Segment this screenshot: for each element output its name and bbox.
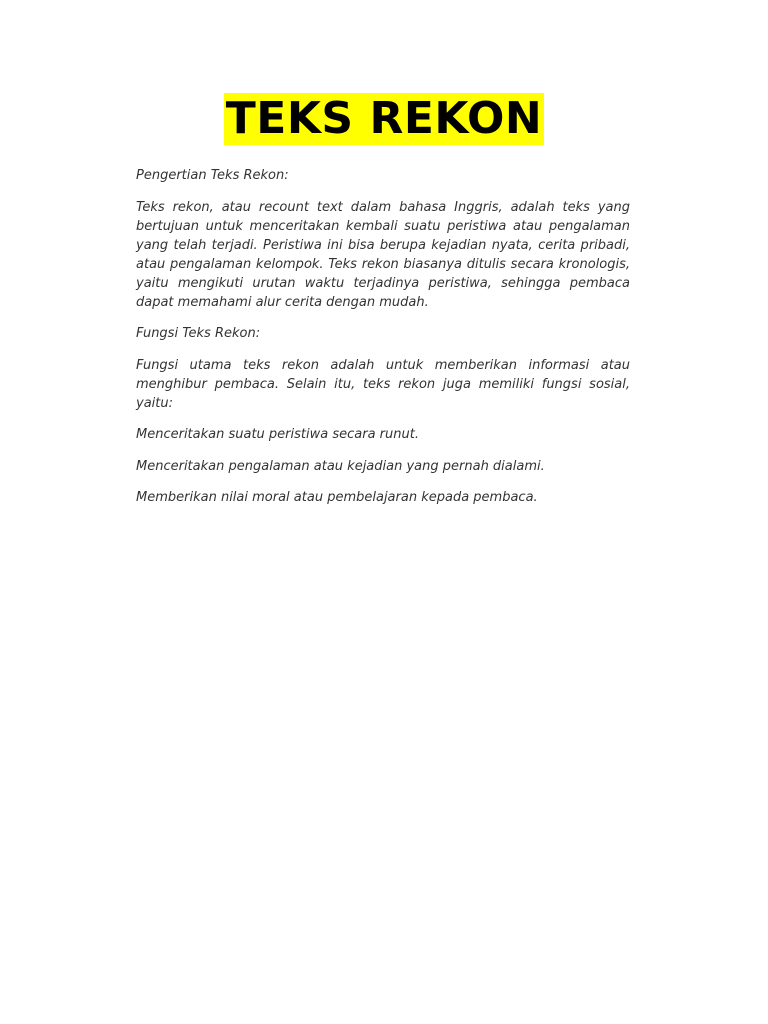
paragraph-fungsi: Fungsi utama teks rekon adalah untuk memberikan informasi atau menghibur pembaca. Selain itu, teks rekon juga memiliki fungsi sosial, yaitu: — [136, 357, 630, 411]
list-item: Menceritakan pengalaman atau kejadian yang pernah dialami. — [136, 458, 545, 474]
list-item: Memberikan nilai moral atau pembelajaran kepada pembaca. — [136, 490, 538, 505]
heading-pengertian: Pengertian Teks Rekon: — [136, 168, 289, 183]
document-title: TEKS REKON — [225, 93, 543, 144]
heading-fungsi: Fungsi Teks Rekon: — [136, 326, 261, 341]
list-item: Menceritakan suatu peristiwa secara runut. — [136, 427, 419, 442]
title-container — [0, 93, 768, 145]
document-body — [136, 166, 630, 520]
paragraph-pengertian: Teks rekon, atau recount text dalam bahasa Inggris, adalah teks yang bertujuan untuk menceritakan kembali suatu peristiwa atau pengalaman yang telah terjadi. Peristiwa ini bisa berupa kejadian nyata, cerita pribadi, atau pengalaman kelompok. Teks rekon biasanya ditulis secara kronologis, yaitu mengikuti urutan waktu terjadinya peristiwa, sehingga pembaca dapat memahami alur cerita dengan mudah. — [136, 199, 630, 310]
